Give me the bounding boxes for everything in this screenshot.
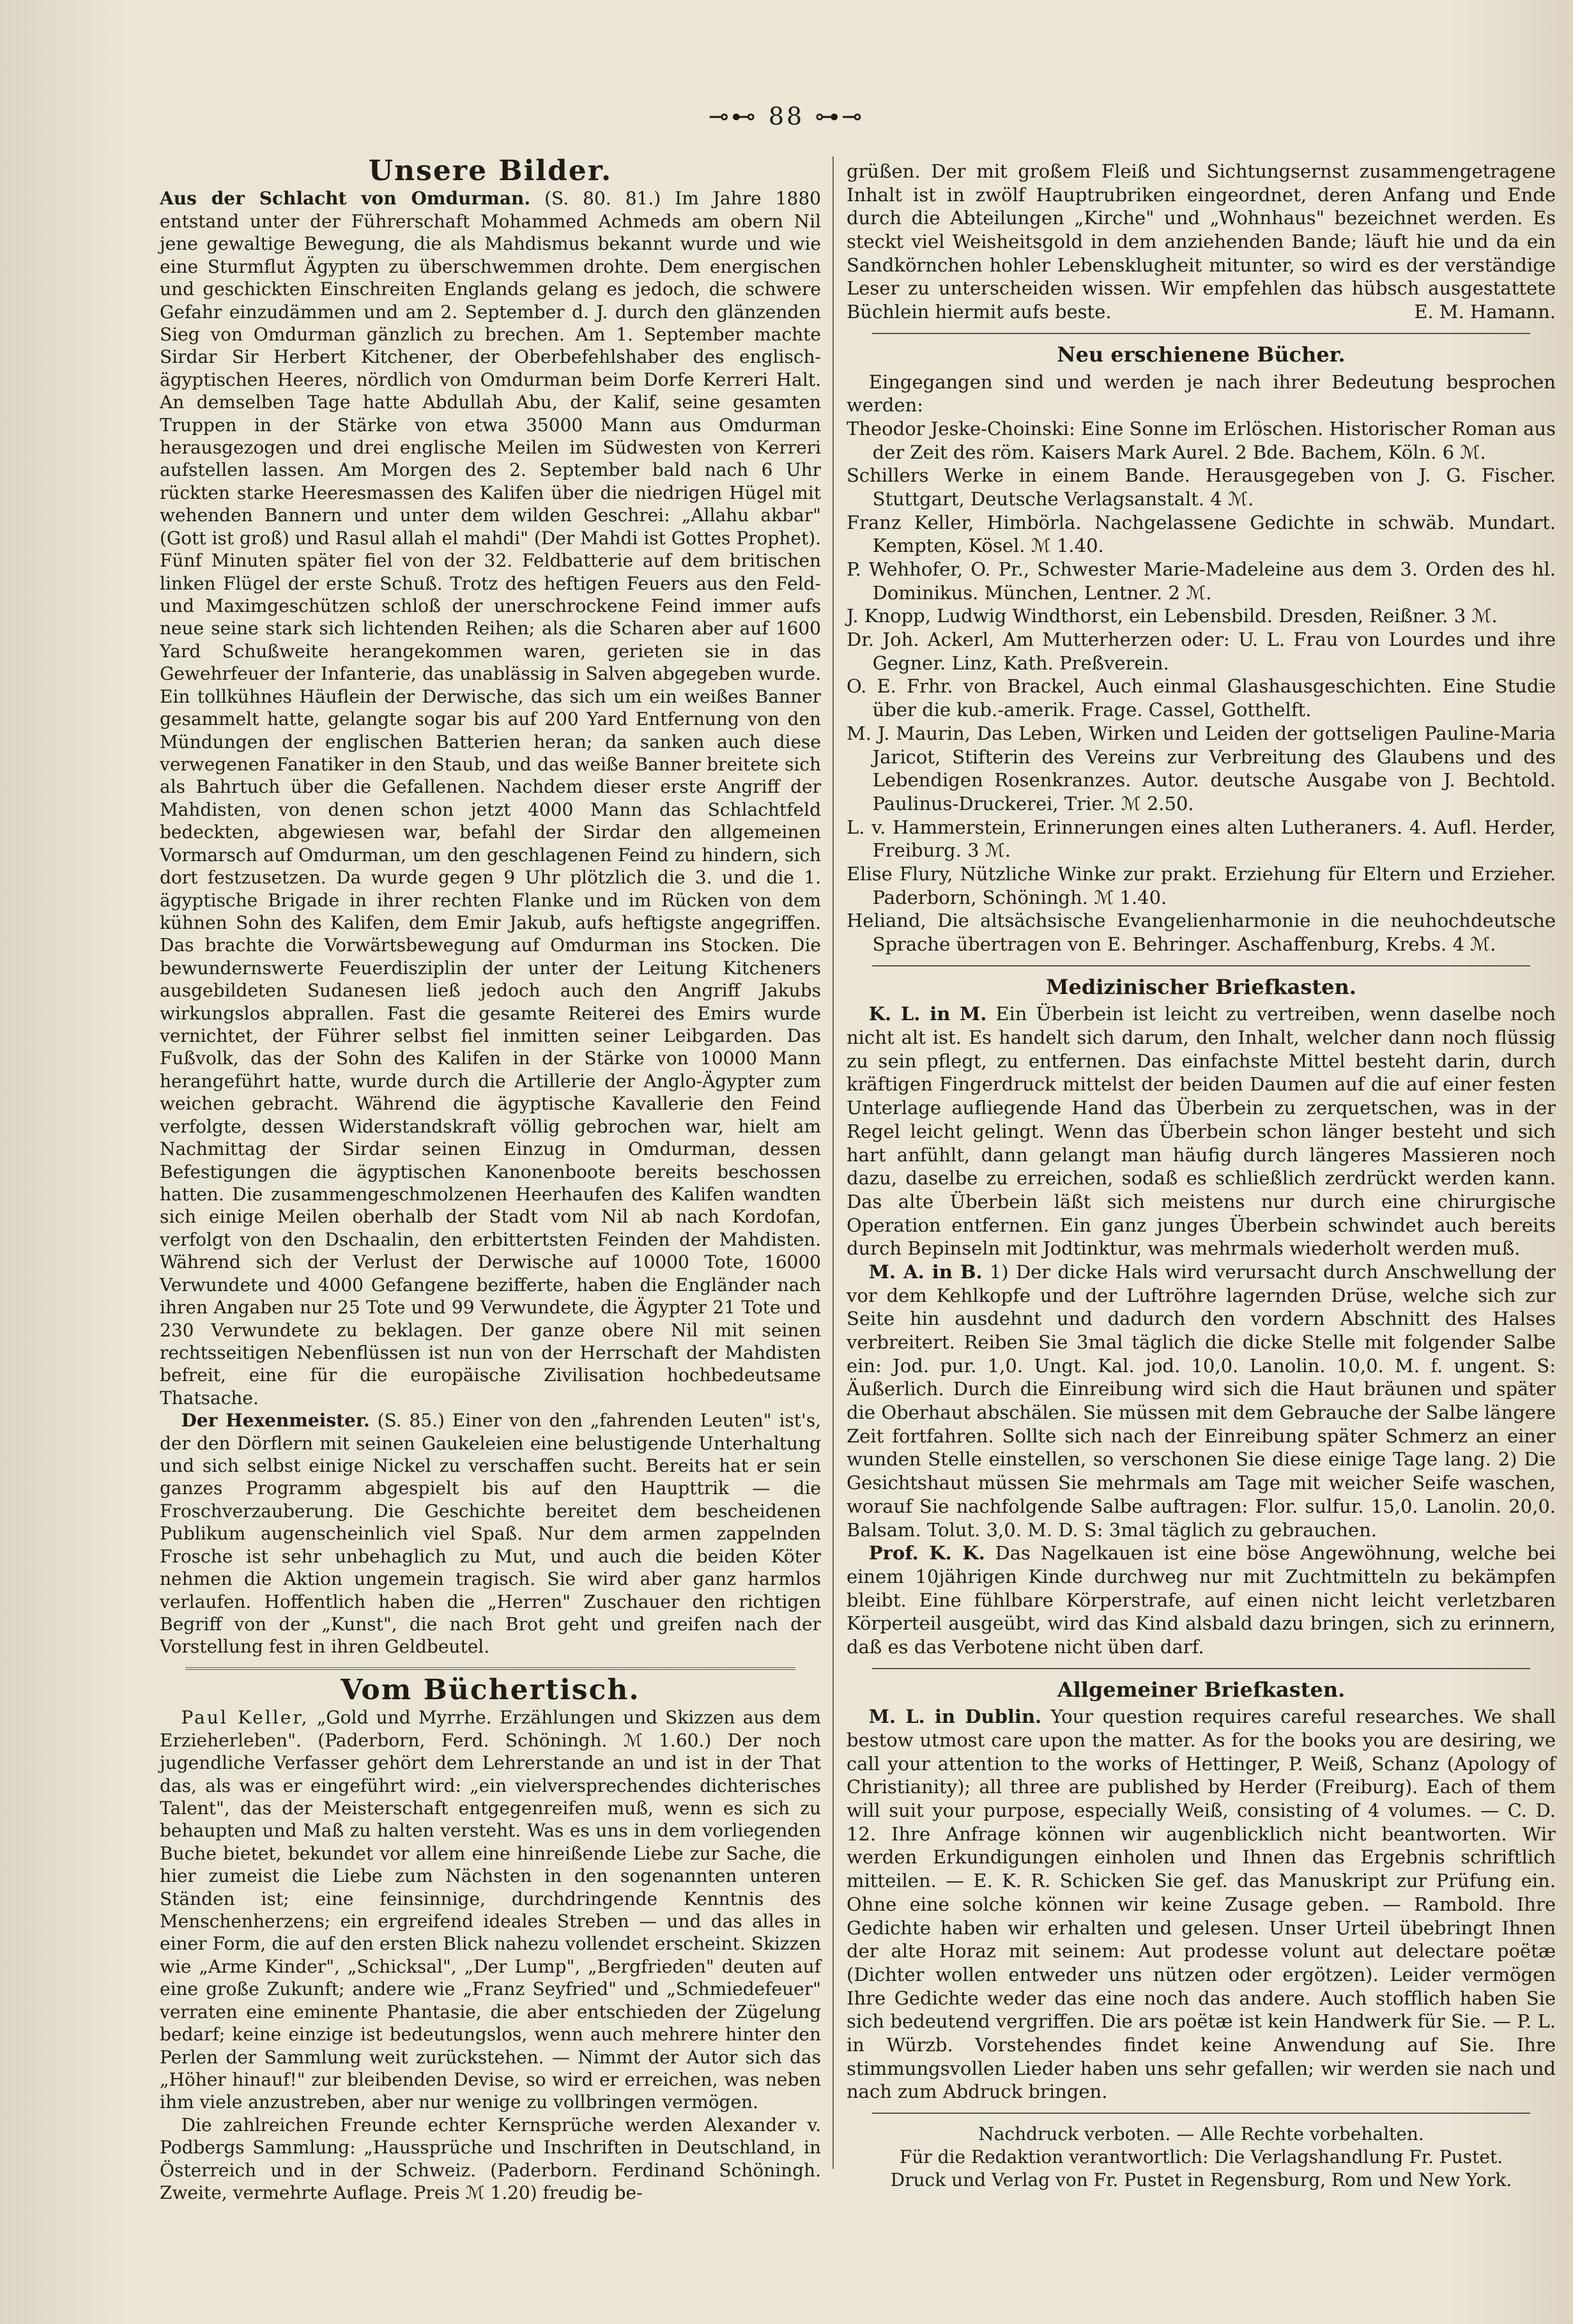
section-rule bbox=[185, 1667, 795, 1670]
section-heading-buechertisch: Vom Büchertisch. bbox=[341, 1673, 640, 1706]
right-column bbox=[847, 160, 1556, 2192]
section-heading-unsere-bilder: Unsere Bilder. bbox=[368, 155, 613, 187]
med-entry: K. L. in M. Ein Überbein ist leicht zu vertreiben, wenn daselbe noch nicht alt ist. Es handelt sich darum, den Inhalt, welcher dann noch flüssig zu sein pflegt, zu entfernen. Das einfachste Mittel besteht darin, durch kräftigen Fingerdruck mittelst der beiden Daumen auf die auf einer festen Unterlage aufliegende Hand das Überbein zu zerquetschen, was in der Regel leicht gelingt. Wenn das Überbein schon länger besteht und sich hart anfühlt, dann gelangt man häufig durch längeres Massieren noch dazu, daselbe zu erreichen, sodaß es schließlich zerdrückt werden kann. Das alte Überbein läßt sich meistens nur durch eine chirurgische Operation entfernen. Ein ganz junges Überbein schwindet auch bereits durch Bepinseln mit Jodtinktur, was mehrmals wiederholt werden muß. bbox=[847, 1003, 1556, 1260]
review-body: „Gold und Myrrhe. Erzählungen und Skizzen aus dem Erzieherleben". (Paderborn, Ferd. Schöningh. ℳ 1.60.) Der noch jugendliche Verfasser gehört dem Lehrerstande an und ist in der That das, als was er eingeführt wird: „ein vielversprechendes dichterisches Talent", das der Meisterschaft entgegenreifen muß, wenn es sich zu behaupten und Maß zu halten versteht. Was es uns in dem vorliegenden Buche bietet, bekundet vor allem eine hinreißende Liebe zur Sache, die hier zumeist die Liebe zum Nächsten in den sogenannten unteren Ständen ist; eine feinsinnige, durchdringende Kenntnis des Menschenherzens; ein ergreifend ideales Streben — und das alles in einer Form, die auf den ersten Blick nahezu vollendet erscheint. Skizzen wie „Arme Kinder", „Schicksal", „Der Lump", „Bergfrieden" deuten auf eine große Zukunft; andere wie „Franz Seyfried" und „Schmiedefeuer" verraten eine eminente Phantasie, die aber entschieden der Zügelung bedarf; keine einzige ist bedeutungslos, wenn auch mehrere hinter den Perlen der Sammlung weit zurückstehen. — Nimmt der Autor sich das „Höher hinauf!" zur bleibenden Devise, so wird er erreichen, was neben ihm viele anzustreben, aber nur wenige zu vollbringen vermögen. bbox=[160, 1707, 822, 2113]
article-title: Der Hexenmeister. bbox=[181, 1410, 370, 1432]
book-entry: L. v. Hammerstein, Erinnerungen eines alten Lutheraners. 4. Aufl. Herder, Freiburg. 3 ℳ. bbox=[847, 816, 1556, 862]
section-heading-neu-erschienene: Neu erschienene Bücher. bbox=[1057, 342, 1346, 367]
book-entry: Franz Keller, Himbörla. Nachgelassene Gedichte in schwäb. Mundart. Kempten, Kösel. ℳ 1.40. bbox=[847, 511, 1556, 557]
book-entry: Schillers Werke in einem Bande. Herausgegeben von J. G. Fischer. Stuttgart, Deutsche Verlagsanstalt. 4 ℳ. bbox=[847, 464, 1556, 510]
section-rule bbox=[872, 1668, 1530, 1669]
article-body: (S. 80. 81.) Im Jahre 1880 entstand unter der Führerschaft Mohammed Achmeds am obern Nil jene gewaltige Bewegung, die als Mahdismus bekannt wurde und wie eine Sturmflut Ägypten zu überschwemmen drohte. Dem energischen und geschickten Einschreiten Englands gelang es jedoch, die schwere Gefahr einzudämmen und am 2. September d. J. durch den glänzenden Sieg von Omdurman gänzlich zu brechen. Am 1. September machte Sirdar Sir Herbert Kitchener, der Oberbefehlshaber des englisch-ägyptischen Heeres, nördlich von Omdurman beim Dorfe Kerreri Halt. An demselben Tage hatte Abdullah Abu, der Kalif, seine gesamten Truppen in der Stärke von etwa 35000 Mann aus Omdurman herausgezogen und drei englische Meilen im Südwesten von Kerreri aufstellen lassen. Am Morgen des 2. September bald nach 6 Uhr rückten starke Heeresmassen des Kalifen über die niedrigen Hügel mit wehenden Bannern und unter dem wilden Geschrei: „Allahu akbar" (Gott ist groß) und Rasul allah el mahdi" (Der Mahdi ist Gottes Prophet). Fünf Minuten später fiel von der 32. Feldbatterie auf dem britischen linken Flügel der erste Schuß. Trotz des heftigen Feuers aus den Feld- und Maximgeschützen schloß der unerschrockene Feind immer aufs neue seine stark sich lichtenden Reihen; als die Scharen aber auf 1600 Yard Schußweite herangekommen waren, gerieten sie in das Gewehrfeuer der Infanterie, das unablässig in Salven abgegeben wurde. Ein tollkühnes Häuflein der Derwische, das sich um ein weißes Banner gesammelt hatte, gelangte sogar bis auf 200 Yard Entfernung von den Mündungen der englischen Batterien heran; da sanken auch diese verwegenen Fanatiker in den Staub, und das weiße Banner breitete sich als Bahrtuch über die Gefallenen. Nachdem dieser erste Angriff der Mahdisten, von denen schon jetzt 4000 Mann das Schlachtfeld bedeckten, abgewiesen war, befahl der Sirdar den allgemeinen Vormarsch auf Omdurman, um den geschlagenen Feind zu hindern, sich dort festzusetzen. Da wurde gegen 9 Uhr plötzlich die 3. und die 1. ägyptische Brigade in ihrer rechten Flanke und im Rücken von dem kühnen Sohn des Kalifen, dem Emir Jakub, aufs heftigste angegriffen. Das brachte die Vorwärtsbewegung auf Omdurman ins Stocken. Die bewundernswerte Feuerdisziplin der unter der Leitung Kitcheners ausgebildeten Sudanesen ließ jedoch auch den Angriff Jakubs wirkungslos abprallen. Fast die gesamte Reiterei des Emirs wurde vernichtet, der Führer selbst fiel inmitten seiner Leibgarden. Das Fußvolk, das der Sohn des Kalifen in der Stärke von 10000 Mann herangeführt hatte, wurde durch die Artillerie der Anglo-Ägypter zum weichen gebracht. Während die ägyptische Kavallerie den Feind verfolgte, dessen Widerstandskraft völlig gebrochen war, hielt am Nachmittag der Sirdar seinen Einzug in Omdurman, dessen Befestigungen die ägyptischen Kanonenboote bereits beschossen hatten. Die zusammengeschmolzenen Heerhaufen des Kalifen wandten sich einige Meilen oberhalb der Stadt vom Nil ab nach Kordofan, verfolgt von den Dschaalin, den erbittertsten Feinden der Mahdisten. Während sich der Verlust der Derwische auf 10000 Tote, 16000 Verwundete und 4000 Gefangene bezifferte, haben die Engländer nach ihren Angaben nur 25 Tote und 99 Verwundete, die Ägypter 21 Tote und 230 Verwundete zu beklagen. Der ganze obere Nil mit seinen rechtsseitigen Nebenflüssen ist nun von der Herrschaft der Mahdisten befreit, eine für die europäische Zivilisation hochbedeutsame Thatsache. bbox=[160, 188, 822, 1409]
book-entry: O. E. Frhr. von Brackel, Auch einmal Glashausgeschichten. Eine Studie über die kub.-amerik. Frage. Cassel, Gotthelft. bbox=[847, 675, 1556, 721]
review-podbergs-continued: grüßen. Der mit großem Fleiß und Sichtungsernst zusammengetragene Inhalt ist in zwölf Hauptrubriken eingeordnet, deren Anfang und Ende durch die Abteilungen „Kirche" und „Wohnhaus" bezeichnet werden. Es steckt viel Weisheitsgold in dem anziehenden Bande; läuft hie und da ein Sandkörnchen hohler Lebensklugheit mitunter, so wird es der verständige Leser zu unterscheiden wissen. Wir empfehlen das hübsch ausgestattete Büchlein hiermit aufs beste. E. M. Hamann. bbox=[847, 160, 1556, 323]
imprint-line: Nachdruck verboten. — Alle Rechte vorbehalten. bbox=[978, 2123, 1424, 2144]
med-entry-recipient: Prof. K. K. bbox=[868, 1542, 985, 1564]
left-column bbox=[160, 155, 822, 2205]
footer-rule bbox=[872, 2113, 1530, 2114]
article-omdurman bbox=[160, 187, 821, 1409]
book-entry: Elise Flury, Nützliche Winke zur prakt. Erziehung für Eltern und Erzieher. Paderborn, Schöningh. ℳ 1.40. bbox=[847, 862, 1556, 908]
book-entry: Theodor Jeske-Choinski: Eine Sonne im Erlöschen. Historischer Roman aus der Zeit des röm. Kaisers Mark Aurel. 2 Bde. Bachem, Köln. 6 ℳ. bbox=[847, 417, 1556, 463]
article-hexenmeister bbox=[160, 1409, 821, 1658]
section-heading-allgemeiner-briefkasten: Allgemeiner Briefkasten. bbox=[1057, 1677, 1346, 1702]
review-keller bbox=[160, 1706, 821, 2114]
column-divider bbox=[833, 157, 834, 2169]
allg-entry-recipient: M. L. in Dublin. bbox=[868, 1706, 1042, 1728]
section-rule bbox=[872, 965, 1530, 967]
review-signature: E. M. Hamann. bbox=[1414, 301, 1556, 323]
imprint bbox=[847, 2123, 1556, 2192]
review-podbergs: Die zahlreichen Freunde echter Kernsprüche werden Alexander v. Podbergs Sammlung: „Haussprüche und Inschriften in Deutschland, in Österreich und in der Schweiz. (Paderborn. Ferdinand Schöningh. Zweite, vermehrte Auflage. Preis ℳ 1.20) freudig be- bbox=[160, 2114, 821, 2204]
book-entry: P. Wehhofer, O. Pr., Schwester Marie-Madeleine aus dem 3. Orden des hl. Dominikus. München, Lentner. 2 ℳ. bbox=[847, 558, 1556, 604]
allg-entry: M. L. in Dublin. Your question requires careful researches. We shall bestow utmost care upon the matter. As for the books you are desiring, we call your attention to the works of Hettinger, P. Weiß, Schanz (Apology of Christianity); all three are published by Herder (Freiburg). Each of them will suit your purpose, especially Weiß, consisting of 4 volumes. — C. D. 12. Ihre Anfrage können wir augenblicklich nicht beantworten. Wir werden Erkundigungen einholen und Ihnen das Ergebnis schriftlich mitteilen. — E. K. R. Schicken Sie gef. das Manuskript zur Prüfung ein. Ohne eine solche können wir keine Zusage geben. — Rambold. Ihre Gedichte haben wir erhalten und gelesen. Unser Urteil übebringt Ihnen der alte Horaz mit seinem: Aut prodesse volunt aut delectare poëtæ (Dichter wollen entweder uns nützen oder ergötzen). Leider vermögen Ihre Gedichte weder das eine noch das andere. Auch stofflich haben Sie sich bedeutend vergriffen. Die ars poëtæ ist kein Handwerk für Sie. — P. L. in Würzb. Vorstehendes findet keine Anwendung auf Sie. Ihre stimmungsvollen Lieder haben uns sehr gefallen; wir werden sie nach und nach zum Abdruck bringen. bbox=[847, 1706, 1556, 2103]
med-entry: Prof. K. K. Das Nagelkauen ist eine böse Angewöhnung, welche bei einem 10jährigen Kinde durchweg nur mit Zuchtmitteln zu bekämpfen bleibt. Eine fühlbare Körperstrafe, auf einen nicht leicht verletzbaren Körperteil ausgeübt, wird das Kind alsbald dazu bringen, sich zu erinnern, daß es das Verbotene nicht üben darf. bbox=[847, 1542, 1556, 1658]
book-entry: Dr. Joh. Ackerl, Am Mutterherzen oder: U. L. Frau von Lourdes und ihre Gegner. Linz, Kath. Preßverein. bbox=[847, 629, 1556, 674]
med-entry-recipient: M. A. in B. bbox=[868, 1260, 983, 1283]
imprint-line: Für die Redaktion verantwortlich: Die Verlagshandlung Fr. Pustet. bbox=[899, 2146, 1503, 2167]
books-intro: Eingegangen sind und werden je nach ihrer Bedeutung besprochen werden: bbox=[847, 371, 1556, 417]
article-title: Aus der Schlacht von Omdurman. bbox=[160, 188, 531, 210]
section-heading-medizinischer-briefkasten: Medizinischer Briefkasten. bbox=[1046, 974, 1356, 999]
book-entry: Heliand, Die altsächsische Evangelienharmonie in die neuhochdeutsche Sprache übertragen von E. Behringer. Aschaffenburg, Krebs. 4 ℳ. bbox=[847, 910, 1556, 955]
med-entry-recipient: K. L. in M. bbox=[868, 1003, 987, 1025]
book-entry: M. J. Maurin, Das Leben, Wirken und Leiden der gottseligen Pauline-Maria Jaricot, Stifterin des Vereins zur Verbreitung des Glaubens und des Lebendigen Rosenkranzes. Autor. deutsche Ausgabe von J. Bechtold. Paulinus-Druckerei, Trier. ℳ 2.50. bbox=[847, 722, 1556, 814]
article-body: (S. 85.) Einer von den „fahrenden Leuten" ist's, der den Dörflern mit seinen Gaukeleien eine belustigende Unterhaltung und sich selbst einige Nickel zu verschaffen sucht. Bereits hat er sein ganzes Programm abgespielt bis auf den Haupttrik — die Froschverzauberung. Die Geschichte bereitet dem bescheidenen Publikum augenscheinlich viel Spaß. Nur dem armen zappelnden Frosche ist sehr unbehaglich zu Mut, und auch die beiden Köter nehmen die Aktion ungemein tragisch. Sie wird aber ganz harmlos verlaufen. Hoffentlich haben die „Herren" Zuschauer den richtigen Begriff von der „Kunst", die nach Brot geht und greifen nach der Vorstellung fest in ihren Geldbeutel. bbox=[160, 1410, 822, 1658]
imprint-line: Druck und Verlag von Fr. Pustet in Regensburg, Rom und New York. bbox=[890, 2169, 1512, 2190]
book-list bbox=[847, 417, 1556, 956]
review-author: Paul Keller, bbox=[181, 1707, 309, 1729]
page-number: ⊸⊷ 88 ⊶⊸ bbox=[708, 102, 865, 130]
book-entry: J. Knopp, Ludwig Windthorst, ein Lebensbild. Dresden, Reißner. 3 ℳ. bbox=[847, 605, 1498, 627]
med-entry: M. A. in B. 1) Der dicke Hals wird verursacht durch Anschwellung der vor dem Kehlkopfe und der Luftröhre lagernden Drüse, welche sich zur Seite hin ausdehnt und dadurch den vordern Abschnitt des Halses verbreitert. Reiben Sie 3mal täglich die dicke Stelle mit folgender Salbe ein: Jod. pur. 1,0. Ungt. Kal. jod. 10,0. Lanolin. 10,0. M. f. ungent. S: Äußerlich. Durch die Einreibung wird sich die Haut bräunen und später die Oberhaut abschälen. Sie müssen mit dem Gebrauche der Salbe längere Zeit fortfahren. Sollte sich nach der Einreibung später Schmerz an einer wunden Stelle einstellen, so verschonen Sie diese einige Tage lang. 2) Die Gesichtshaut müssen Sie mehrmals am Tage mit weicher Seife waschen, worauf Sie nachfolgende Salbe auftragen: Flor. sulfur. 15,0. Lanolin. 20,0. Balsam. Tolut. 3,0. M. D. S: 3mal täglich zu gebrauchen. bbox=[847, 1260, 1556, 1541]
section-rule bbox=[872, 333, 1530, 334]
